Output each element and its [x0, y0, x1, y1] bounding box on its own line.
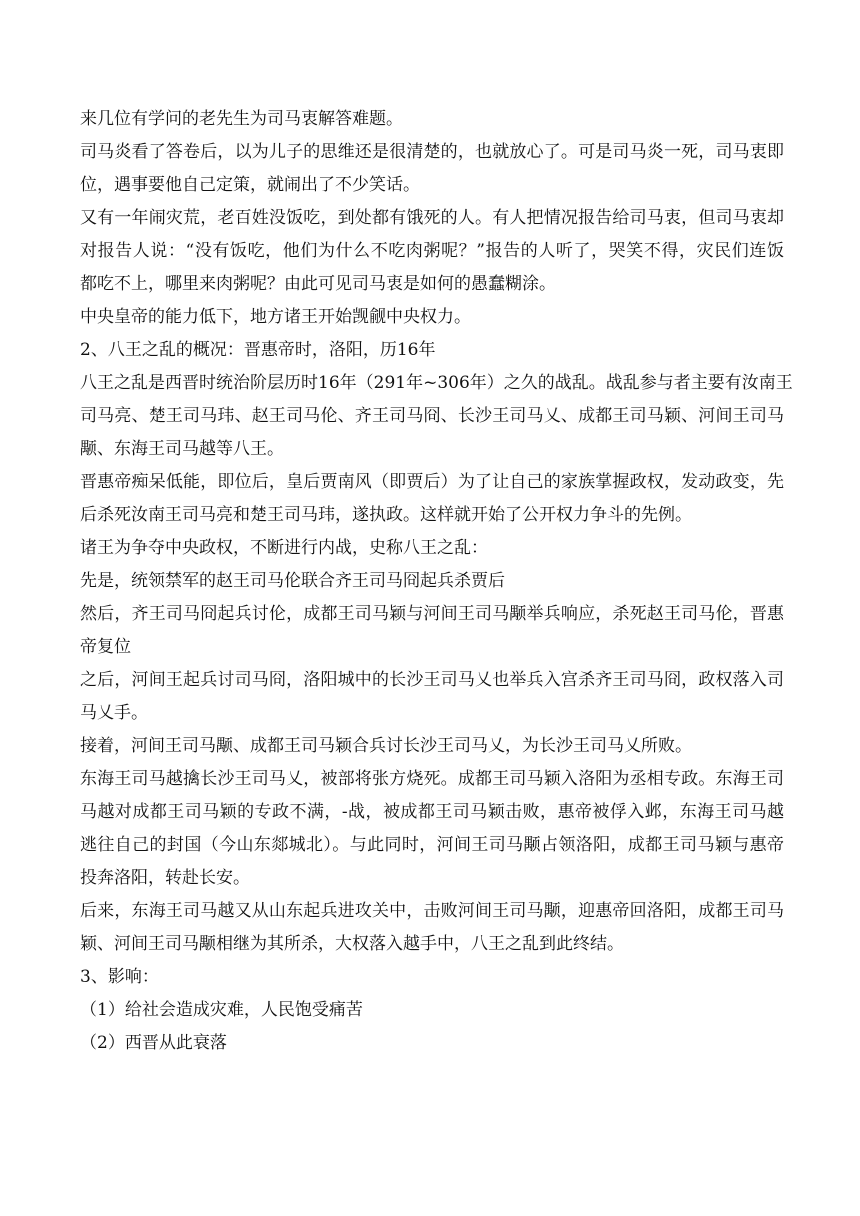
text-line: （2）西晋从此衰落: [80, 1033, 227, 1053]
text-line: 然后，齐王司马冏起兵讨伦，成都王司马颖与河间王司马颙举兵响应，杀死赵王司马伦，晋惠: [80, 604, 784, 624]
text-line: 投奔洛阳，转赴长安。: [80, 868, 250, 888]
text-line: 先是，统领禁军的赵王司马伦联合齐王司马冏起兵杀贾后: [80, 571, 505, 591]
text-line: 后来，东海王司马越又从山东起兵进攻关中，击败河间王司马颙，迎惠帝回洛阳，成都王司马: [80, 901, 784, 921]
text-line: 来几位有学问的老先生为司马衷解答难题。: [80, 109, 403, 129]
text-line: 马越对成都王司马颖的专政不满，-战，被成都王司马颖击败，惠帝被俘入邺，东海王司马越: [80, 802, 784, 822]
text-line: 位，遇事要他自己定策，就闹出了不少笑话。: [80, 175, 420, 195]
text-line: 东海王司马越擒长沙王司马乂，被部将张方烧死。成都王司马颖入洛阳为丞相专政。东海王司: [80, 769, 784, 789]
text-line: 接着，河间王司马颙、成都王司马颖合兵讨长沙王司马乂，为长沙王司马乂所败。: [80, 736, 692, 756]
text-line: 都吃不上，哪里来肉粥呢？由此可见司马衷是如何的愚蠢糊涂。: [80, 274, 556, 294]
text-line: 马乂手。: [80, 703, 148, 723]
text-line: 帝复位: [80, 637, 131, 657]
text-line: 后杀死汝南王司马亮和楚王司马玮，遂执政。这样就开始了公开权力争斗的先例。: [80, 505, 692, 525]
text-line: 2、八王之乱的概况：晋惠帝时，洛阳，历16年: [80, 340, 436, 360]
text-line: 3、影响：: [80, 967, 159, 987]
text-line: 颖、河间王司马颙相继为其所杀，大权落入越手中，八王之乱到此终结。: [80, 934, 624, 954]
text-line: 司马炎看了答卷后，以为儿子的思维还是很清楚的，也就放心了。可是司马炎一死，司马衷即: [80, 142, 784, 162]
text-line: 八王之乱是西晋时统治阶层历时16年（291年~306年）之久的战乱。战乱参与者主要有汝南王: [80, 373, 793, 393]
text-line: 又有一年闹灾荒，老百姓没饭吃，到处都有饿死的人。有人把情况报告给司马衷，但司马衷却: [80, 208, 784, 228]
text-line: 之后，河间王起兵讨司马冏，洛阳城中的长沙王司马乂也举兵入宫杀齐王司马冏，政权落入司: [80, 670, 784, 690]
text-line: 司马亮、楚王司马玮、赵王司马伦、齐王司马冏、长沙王司马乂、成都王司马颖、河间王司马: [80, 406, 784, 426]
text-line: （1）给社会造成灾难，人民饱受痛苦: [80, 1000, 363, 1020]
text-line: 诸王为争夺中央政权，不断进行内战，史称八王之乱：: [80, 538, 488, 558]
text-line: 晋惠帝痴呆低能，即位后，皇后贾南风（即贾后）为了让自己的家族掌握政权，发动政变，先: [80, 472, 784, 492]
text-line: 逃往自己的封国（今山东郯城北）。与此同时，河间王司马颙占领洛阳，成都王司马颖与惠帝: [80, 835, 784, 855]
text-line: 对报告人说：“没有饭吃，他们为什么不吃肉粥呢？”报告的人听了，哭笑不得，灾民们连饭: [80, 241, 784, 261]
text-line: 颙、东海王司马越等八王。: [80, 439, 284, 459]
text-line: 中央皇帝的能力低下，地方诸王开始觊觎中央权力。: [80, 307, 471, 327]
document-page: [80, 103, 793, 1060]
